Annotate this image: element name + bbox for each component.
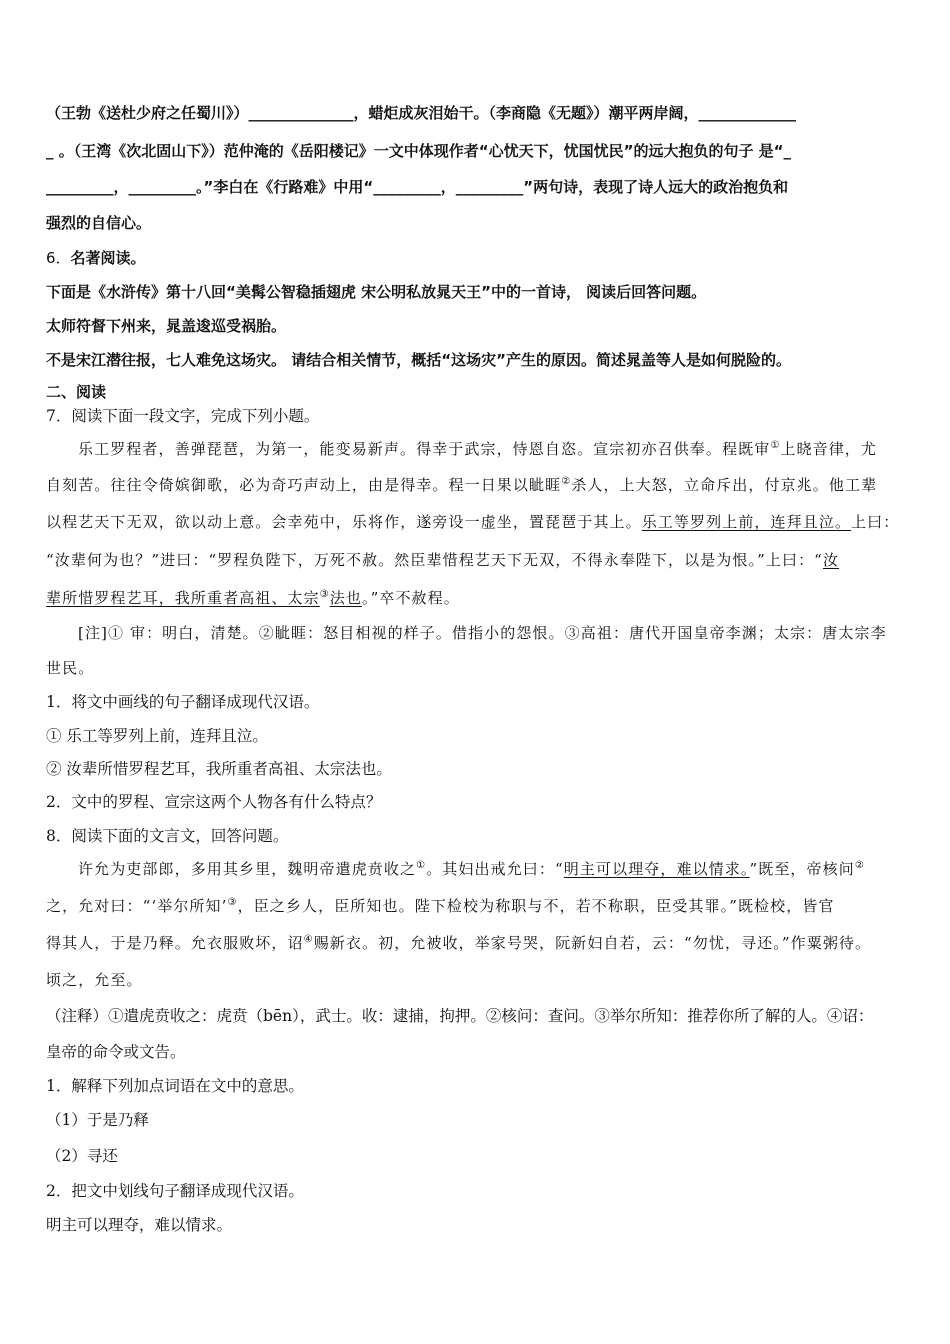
passage-8-notes: （注释）①遣虎贲收之：虎贲（bēn），武士。收：逮捕，拘押。②核问：查问。③举尔所知：推荐你所了解的人。④诏：: [46, 1007, 874, 1025]
question-8-2-sentence: 明主可以理夺，难以情求。: [46, 1216, 233, 1234]
question-8-2: 2．把文中划线句子翻译成现代汉语。: [46, 1182, 304, 1200]
fill-blank-line-2: _ 。（王湾《次北固山下》）范仲淹的《岳阳楼记》一文中体现作者“心忧天下，忧国忧民”的远大抱负的句子 是“_: [46, 142, 792, 160]
underlined-sentence: 辈所惜罗程艺耳，我所重者高祖、太宗: [46, 589, 320, 607]
underlined-sentence: 乐工等罗列上前，连拜且泣。: [641, 513, 852, 531]
fill-blank-line-1: （王勃《送杜少府之任蜀川》）______________，蜡炬成灰泪始干。（李商隐《无题》）潮平两岸阔，_____________: [46, 104, 797, 122]
question-8-1-item-2: （2）寻还: [46, 1147, 118, 1165]
poem-line-1: 太师符督下州来，晁盖逡巡受祸胎。: [46, 317, 287, 335]
section-heading-reading: 二、阅读: [46, 383, 107, 401]
poem-line-2: 不是宋江潜往报，七人难免这场灾。 请结合相关情节，概括“这场灾”产生的原因。简述晁盖等人是如何脱险的。: [46, 351, 791, 369]
answer-blank[interactable]: ______________: [248, 104, 354, 122]
passage-7-line: 以程艺天下无双，欲以动上意。会幸苑中，乐将作，遂旁设一虚坐，置琵琶于其上。乐工等罗列上前，连拜且泣。上曰：: [46, 513, 900, 531]
question-6-intro: 下面是《水浒传》第十八回“美髯公智稳插翅虎 宋公明私放晁天王”中的一首诗， 阅读后回答问题。: [46, 283, 707, 301]
passage-7-line: “汝辈何为也？”进曰：“罗程负陛下，万死不赦。然臣辈惜程艺天下无双，不得永奉陛下，以是为恨。”上曰：“汝: [46, 551, 840, 569]
passage-7-line: 乐工罗程者，善弹琵琶，为第一，能变易新声。得幸于武宗，恃恩自恣。宣宗初亦召供奉。程既审①上晓音律，尤: [78, 440, 877, 458]
passage-8-notes: 皇帝的命令或文告。: [46, 1043, 186, 1061]
question-7-1: 1．将文中画线的句子翻译成现代汉语。: [46, 693, 320, 711]
question-6-title: 6．名著阅读。: [46, 249, 146, 267]
underlined-sentence: 汝: [822, 551, 840, 569]
passage-7-line: 自刻苦。往往令倚嫔御歌，必为奇巧声动上，由是得幸。程一日果以眦睚②杀人，上大怒，立命斥出，付京兆。他工辈: [46, 476, 878, 494]
passage-8-line: 之，允对曰：“‘举尔所知’③，臣之乡人，臣所知也。陛下检校为称职与不，若不称职，臣受其罪。”既检校，皆官: [46, 897, 835, 915]
question-8-1: 1．解释下列加点词语在文中的意思。: [46, 1077, 304, 1095]
question-7-2: 2．文中的罗程、宣宗这两个人物各有什么特点？: [46, 793, 382, 811]
question-7-title: 7．阅读下面一段文字，完成下列小题。: [46, 407, 320, 425]
passage-8-line: 顷之，允至。: [46, 971, 143, 989]
fill-blank-line-4: 强烈的自信心。: [46, 214, 152, 232]
question-8-1-item-1: （1）于是乃释: [46, 1111, 149, 1129]
passage-8-line: 得其人，于是乃释。允衣服败坏，诏④赐新衣。初，允被收，举家号哭，阮新妇自若，云：“勿忧，寻还。”作粟粥待。: [46, 934, 872, 952]
question-7-1-item-2: ② 汝辈所惜罗程艺耳，我所重者高祖、太宗法也。: [46, 760, 392, 778]
question-7-1-item-1: ① 乐工等罗列上前，连拜且泣。: [46, 727, 268, 745]
passage-7-notes: 世民。: [46, 659, 95, 677]
passage-7-line: 辈所惜罗程艺耳，我所重者高祖、太宗③法也。”卒不赦程。: [46, 589, 460, 607]
passage-8-line: 许允为吏部郎，多用其乡里，魏明帝遣虎贲收之①。其妇出戒允曰：“明主可以理夺，难以情求。”既至，帝核问②: [78, 860, 865, 878]
passage-7-notes: [注]① 审：明白，清楚。②眦睚：怒目相视的样子。借指小的怨恨。③高祖：唐代开国皇帝李渊；太宗：唐太宗李: [78, 624, 887, 642]
underlined-sentence: 明主可以理夺，难以情求。: [563, 860, 750, 878]
question-8-title: 8．阅读下面的文言文，回答问题。: [46, 827, 289, 845]
answer-blank[interactable]: _____________: [698, 104, 797, 122]
fill-blank-line-3: _________，_________。”李白在《行路难》中用“_________，_________”两句诗，表现了诗人远大的政治抱负和: [46, 178, 789, 196]
